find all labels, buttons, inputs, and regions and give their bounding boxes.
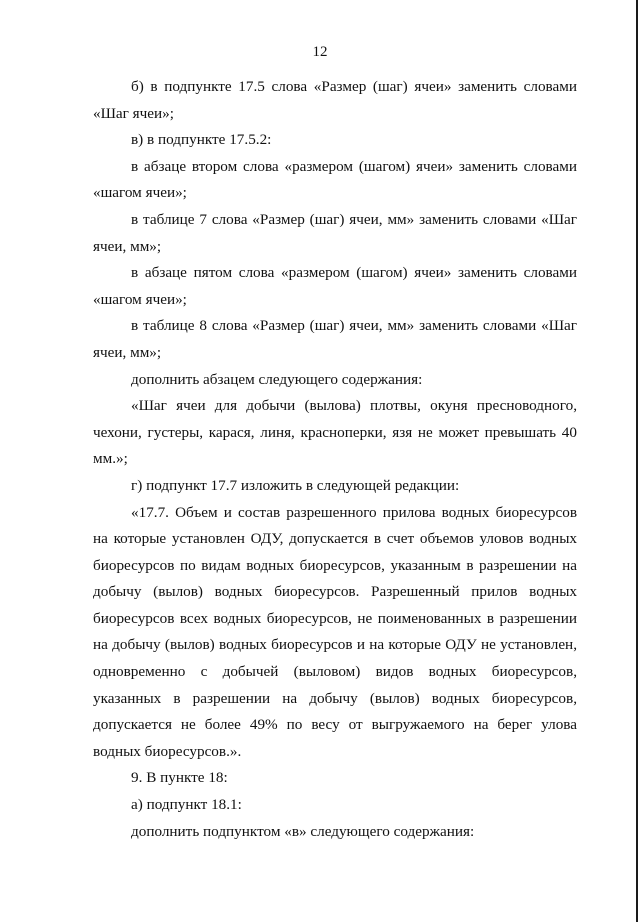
page-number: 12 — [312, 44, 328, 60]
paragraph-17-7-heading: г) подпункт 17.7 изложить в следующей редакции: — [131, 476, 460, 494]
paragraph-abzats-vtoroy: в абзаце втором слова «размером (шагом) ячеи» заменить словами «шагом ячеи»; — [93, 157, 577, 202]
paragraph-abzats-pyatyy: в абзаце пятом слова «размером (шагом) ячеи» заменить словами «шагом ячеи»; — [93, 264, 577, 308]
paragraph-17-7-text: «17.7. Объем и состав разрешенного прилова водных биоресурсов на которые установлен ОДУ, допускается в счет объемов уловов водных биоресурсов по видам водных биоресурсов, указанным в разрешении на добычу (вылов) водных биоресурсов. Разрешенный прилов водных биоресурсов всех водных биоресурсов, не поименованных в разрешении на добычу (вылов) водных биоресурсов и на которые ОДУ не установлен, одновременно с добычей (выловом) видов водных биоресурсов, указанных в разрешении на добычу (вылов) водных биоресурсов, допускается не более 49% по весу от выгружаемого на берег улова водных биоресурсов.». — [93, 503, 577, 760]
paragraph-17-5-2-heading: в) в подпункте 17.5.2: — [131, 131, 272, 149]
paragraph-add-subpoint-v: дополнить подпунктом «в» следующего содержания: — [131, 822, 475, 840]
document-body — [93, 74, 577, 845]
paragraph-17-5: б) в подпункте 17.5 слова «Размер (шаг) ячеи» заменить словами «Шаг ячеи»; — [93, 78, 577, 122]
paragraph-mesh-size-quote: «Шаг ячеи для добычи (вылова) плотвы, окуня пресноводного, чехони, густеры, карася, линя, красноперки, язя не может превышать 40 мм.»; — [93, 397, 577, 468]
paragraph-point-9: 9. В пункте 18: — [131, 769, 228, 787]
paragraph-table-8: в таблице 8 слова «Размер (шаг) ячеи, мм» заменить словами «Шаг ячеи, мм»; — [93, 317, 577, 361]
paragraph-table-7: в таблице 7 слова «Размер (шаг) ячеи, мм» заменить словами «Шаг ячеи, мм»; — [93, 210, 577, 255]
paragraph-18-1: а) подпункт 18.1: — [131, 796, 242, 814]
paragraph-add-abzats: дополнить абзацем следующего содержания: — [131, 370, 423, 388]
scan-edge — [636, 0, 638, 922]
